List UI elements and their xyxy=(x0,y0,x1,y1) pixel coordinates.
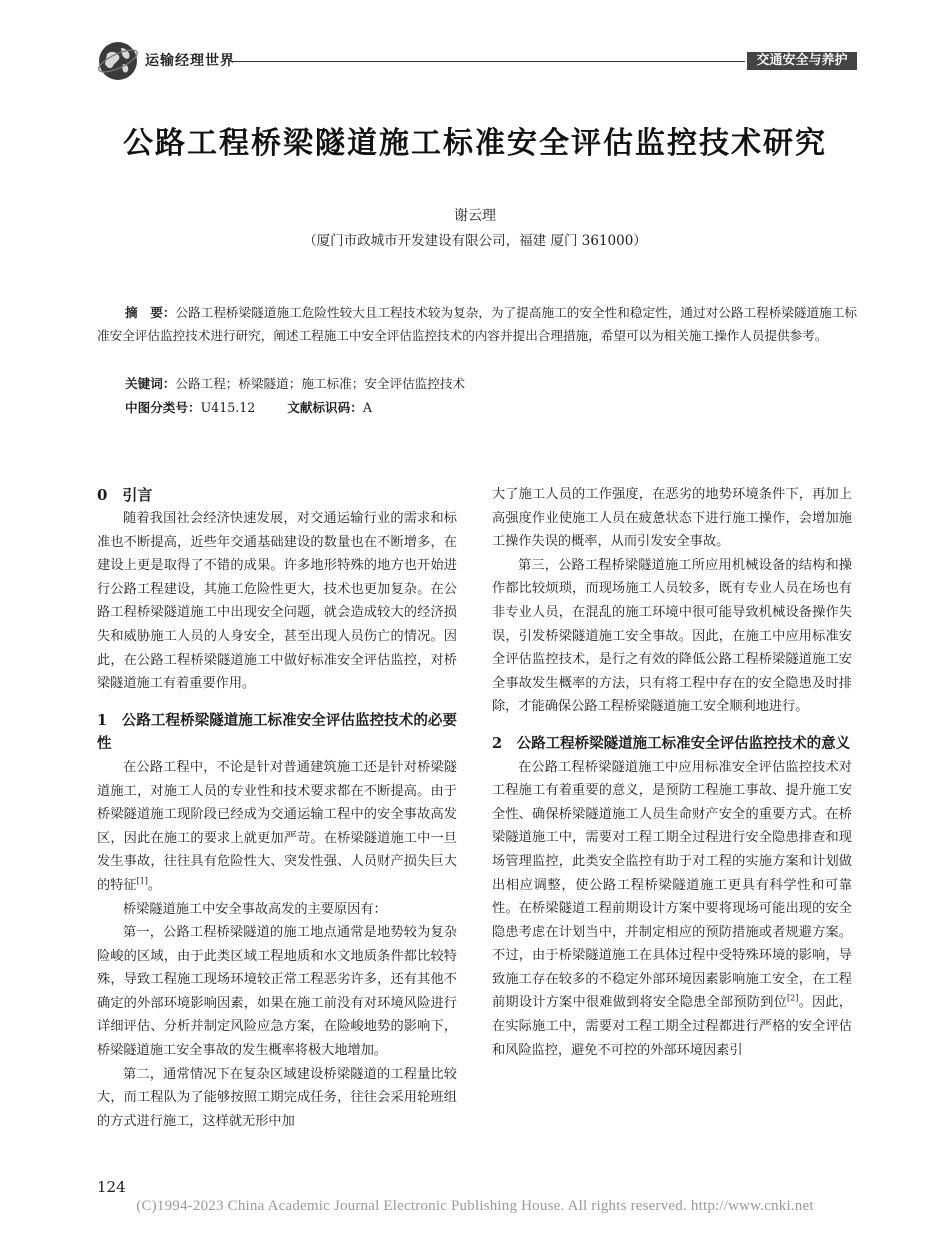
paragraph: 第一，公路工程桥梁隧道的施工地点通常是地势较为复杂险峻的区域，由于此类区域工程地质和水文地质条件都比较特殊，导致工程施工现场环境较正常工程恶劣许多，还有其他不确定的外部环境影响因素，如果在施工前没有对环境风险进行详细评估、分析并制定风险应急方案，在险峻地势的影响下，桥梁隧道施工安全事故的发生概率将极大地增加。 xyxy=(97,925,457,1059)
clc-label: 中图分类号： xyxy=(125,400,201,415)
doc-code-label: 文献标识码： xyxy=(287,400,363,415)
section-heading-0: 0 引言 xyxy=(97,486,153,504)
author-name: 谢云理 xyxy=(454,208,496,224)
left-column xyxy=(97,483,457,1133)
journal-logo-globe-icon xyxy=(97,40,139,82)
paragraph xyxy=(492,756,852,1063)
paragraph: 第三，公路工程桥梁隧道施工所应用机械设备的结构和操作都比较烦琐，而现场施工人员较多，既有专业人员在场也有非专业人员，在混乱的施工环境中很可能导致机械设备操作失误，引发桥梁隧道施工安全事故。因此，在施工中应用标准安全评估监控技术，是行之有效的降低公路工程桥梁隧道施工安全事故发生概率的方法，只有将工程中存在的安全隐患及时排除，才能确保公路工程桥梁隧道施工安全顺利地进行。 xyxy=(492,557,852,715)
paragraph xyxy=(97,756,457,898)
right-column xyxy=(492,483,852,1062)
paragraph: 桥梁隧道施工中安全事故高发的主要原因有： xyxy=(123,901,387,917)
page-number: 124 xyxy=(97,1178,126,1196)
doc-code-value: A xyxy=(362,400,372,415)
keywords xyxy=(125,372,857,395)
journal-name: 运输经理世界 xyxy=(145,53,235,69)
keywords-text: 公路工程；桥梁隧道；施工标准；安全评估监控技术 xyxy=(175,376,466,391)
section-heading-1: 1 公路工程桥梁隧道施工标准安全评估监控技术的必要性 xyxy=(97,711,457,753)
abstract-text: 公路工程桥梁隧道施工危险性较大且工程技术较为复杂，为了提高施工的安全性和稳定性，通过对公路工程桥梁隧道施工标准安全评估监控技术进行研究，阐述工程施工中安全评估监控技术的内容并提出合理措施，希望可以为相关施工操作人员提供参考。 xyxy=(97,305,858,343)
keywords-label: 关键词： xyxy=(125,376,176,391)
abstract-label: 摘 要： xyxy=(125,305,176,320)
paragraph: 随着我国社会经济快速发展，对交通运输行业的需求和标准也不断提高，近些年交通基础建设的数量也在不断增多，在建设上更是取得了不错的成果。许多地形特殊的地方也开始进行公路工程建设，其施工危险性更大，技术也更加复杂。在公路工程桥梁隧道施工中出现安全问题，就会造成较大的经济损失和威胁施工人员的人身安全，甚至出现人员伤亡的情况。因此，在公路工程桥梁隧道施工中做好标准安全评估监控，对桥梁隧道施工有着重要作用。 xyxy=(97,511,457,692)
paragraph-text-end: 。因此，在实际施工中，需要对工程工期全过程都进行严格的安全评估和风险监控，避免不可控的外部环境因素引 xyxy=(492,995,852,1058)
citation-ref: [1] xyxy=(136,876,148,886)
paragraph-text: 在公路工程中，不论是针对普通建筑施工还是针对桥梁隧道施工，对施工人员的专业性和技术要求都在不断提高。由于桥梁隧道施工现阶段已经成为交通运输工程中的安全事故高发区，因此在施工的要求上就更加严苛。在桥梁隧道施工中一旦发生事故，往往具有危险性大、突发性强、人员财产损失巨大的特征 xyxy=(97,759,457,893)
paragraph-text-end: 。 xyxy=(147,877,162,893)
classification-line xyxy=(125,396,857,419)
copyright-notice: (C)1994-2023 China Academic Journal Electronic Publishing House. All rights reserved. http://www.cnki.net xyxy=(136,1198,814,1214)
clc-value: U415.12 xyxy=(200,400,256,415)
paper-title: 公路工程桥梁隧道施工标准安全评估监控技术研究 xyxy=(123,126,827,161)
paragraph-text: 在公路工程桥梁隧道施工中应用标准安全评估监控技术对工程施工有着重要的意义，是预防工程施工事故、提升施工安全性、确保桥梁隧道施工人员生命财产安全的重要方式。在桥梁隧道施工中，需要对工程工期全过程进行安全隐患排查和现场管理监控，此类安全监控有助于对工程的实施方案和计划做出相应调整，使公路工程桥梁隧道施工更具有科学性和可靠性。在桥梁隧道工程前期设计方案中要将现场可能出现的安全隐患考虑在计划当中，并制定相应的预防措施或者规避方案。不过，由于桥梁隧道施工在具体过程中受特殊环境的影响，导致施工存在较多的不稳定外部环境因素影响施工安全，在工程前期设计方案中很难做到将安全隐患全部预防到位 xyxy=(492,759,852,1011)
author-affiliation: （厦门市政城市开发建设有限公司，福建 厦门 361000） xyxy=(303,233,647,249)
paragraph: 第二，通常情况下在复杂区域建设桥梁隧道的工程量比较大，而工程队为了能够按照工期完成任务，往往会采用轮班组的方式进行施工，这样就无形中加 xyxy=(97,1066,457,1129)
paragraph: 大了施工人员的工作强度，在恶劣的地势环境条件下，再加上高强度作业使施工人员在疲惫状态下进行施工操作，会增加施工操作失误的概率，从而引发安全事故。 xyxy=(492,487,852,550)
section-heading-2: 2 公路工程桥梁隧道施工标准安全评估监控技术的意义 xyxy=(492,734,851,752)
header-rule xyxy=(233,61,745,62)
section-tag: 交通安全与养护 xyxy=(747,52,857,70)
abstract xyxy=(97,301,857,347)
citation-ref: [2] xyxy=(787,994,799,1004)
